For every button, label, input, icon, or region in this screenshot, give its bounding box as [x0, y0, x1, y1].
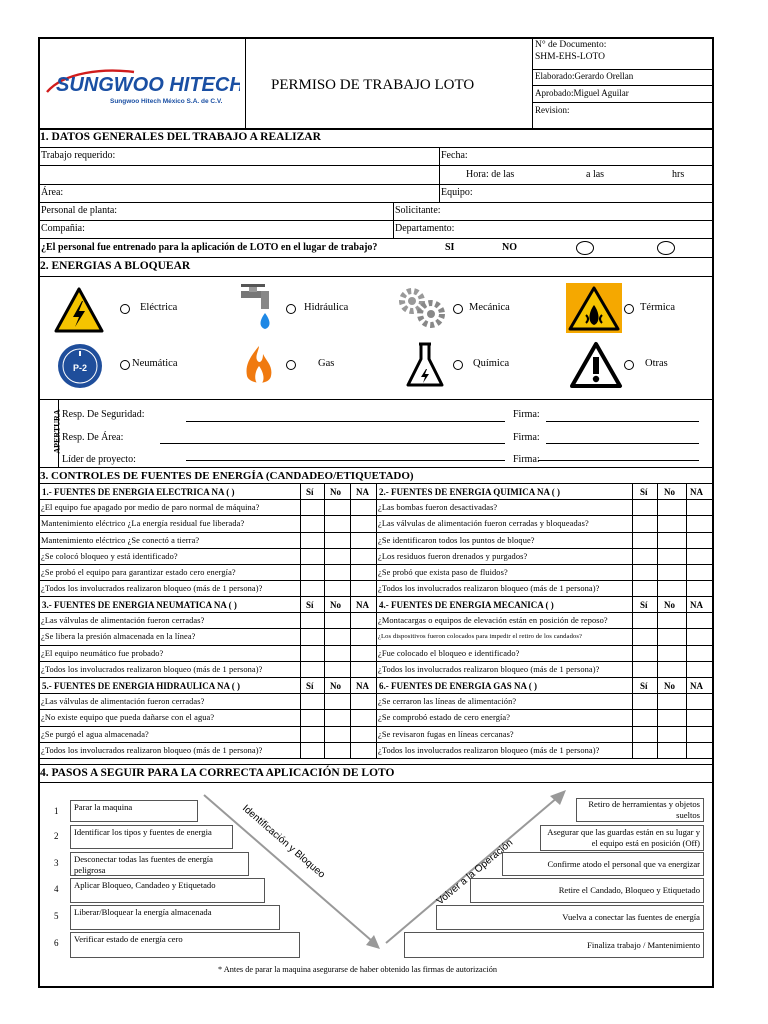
- g4-question: ¿Todos los involucrados realizaron bloqueo (más de 1 persona)?: [378, 664, 600, 674]
- g2-question: ¿Se probó que exista paso de fluidos?: [378, 568, 508, 577]
- electric-hazard-icon: [54, 287, 104, 338]
- g6-question: ¿Todos los involucrados realizaron bloqueo (más de 1 persona)?: [378, 745, 600, 755]
- g1-answer-cell[interactable]: [325, 565, 350, 579]
- g5-question: ¿No existe equipo que pueda dañarse con el agua?: [41, 713, 215, 723]
- g1-answer-cell[interactable]: [325, 500, 350, 514]
- g3-question: ¿Todos los involucrados realizaron bloqueo (más de 1 persona)?: [41, 664, 263, 674]
- g5-answer-cell[interactable]: [301, 743, 324, 757]
- column-header: No: [330, 681, 341, 691]
- g4-answer-cell[interactable]: [687, 613, 714, 627]
- g4-answer-cell[interactable]: [633, 613, 657, 627]
- g2-question: ¿Los residuos fueron drenados y purgados?: [378, 551, 528, 561]
- step-number: 4: [54, 884, 59, 894]
- g1-answer-cell[interactable]: [325, 533, 350, 547]
- step-number: 1: [54, 806, 59, 816]
- column-header: NA: [356, 487, 369, 497]
- g1-answer-cell[interactable]: [351, 549, 376, 563]
- training-no-label: NO: [502, 242, 517, 253]
- chemical-flask-icon: [405, 341, 445, 394]
- g2-answer-cell[interactable]: [633, 549, 657, 563]
- lider-proyecto-label: Líder de proyecto:: [62, 454, 136, 465]
- svg-text:Identificación y Bloqueo: Identificación y Bloqueo: [240, 802, 327, 881]
- g1-answer-cell[interactable]: [301, 581, 324, 595]
- personal-planta-label: Personal de planta:: [41, 205, 118, 216]
- quimica-radio[interactable]: [453, 360, 463, 370]
- quimica-label: Química: [473, 358, 510, 369]
- column-header: No: [664, 487, 675, 497]
- area-label: Área:: [41, 187, 64, 198]
- g4-answer-cell[interactable]: [658, 646, 686, 660]
- column-header: NA: [690, 600, 703, 610]
- mecanica-label: Mecánica: [469, 302, 510, 313]
- hora-de-las-label: Hora: de las: [466, 169, 515, 180]
- gas-label: Gas: [318, 358, 335, 369]
- g1-title: 1.- FUENTES DE ENERGIA ELECTRICA NA ( ): [42, 487, 235, 497]
- g5-answer-cell[interactable]: [351, 727, 376, 741]
- hidraulica-label: Hidráulica: [304, 302, 349, 313]
- column-header: No: [664, 600, 675, 610]
- neumatica-label: Neumática: [132, 358, 178, 369]
- g2-answer-cell[interactable]: [658, 500, 686, 514]
- left-step-box: Identificar los tipos y fuentes de energia: [70, 825, 233, 849]
- section1-title: 1. DATOS GENERALES DEL TRABAJO A REALIZAR: [40, 131, 321, 143]
- g3-answer-cell[interactable]: [351, 613, 376, 627]
- otras-radio[interactable]: [624, 360, 634, 370]
- g6-answer-cell[interactable]: [658, 694, 686, 708]
- g3-answer-cell[interactable]: [301, 629, 324, 643]
- doc-number-label: N° de Documento:: [535, 40, 607, 50]
- g1-answer-cell[interactable]: [351, 565, 376, 579]
- g4-answer-cell[interactable]: [633, 662, 657, 676]
- column-header: NA: [690, 487, 703, 497]
- g1-question: ¿Se probó el equipo para garantizar estado cero energía?: [41, 568, 236, 577]
- column-header: Sí: [640, 487, 648, 497]
- g5-question: ¿Se purgó el agua almacenada?: [41, 729, 149, 739]
- g1-answer-cell[interactable]: [351, 533, 376, 547]
- g2-question: ¿Las válvulas de alimentación fueron cerradas y bloqueadas?: [378, 519, 589, 529]
- firma-3-label: Firma:: [513, 454, 540, 465]
- g2-question: ¿Todos los involucrados realizaron bloqueo (más de 1 persona)?: [378, 584, 600, 594]
- g4-answer-cell[interactable]: [658, 613, 686, 627]
- compania-label: Compañia:: [41, 223, 85, 234]
- g2-answer-cell[interactable]: [633, 565, 657, 579]
- column-header: Sí: [640, 681, 648, 691]
- g3-answer-cell[interactable]: [301, 662, 324, 676]
- right-step-box: Asegurar que las guardas están en su lugar y el equipo está en posición (Off): [540, 825, 704, 851]
- g4-title: 4.- FUENTES DE ENERGIA MECANICA ( ): [379, 600, 554, 610]
- g1-question: ¿El equipo fue apagado por medio de paro normal de máquina?: [41, 503, 260, 513]
- thermal-hazard-icon: [566, 283, 622, 338]
- column-header: No: [330, 600, 341, 610]
- g3-title: 3.- FUENTES DE ENERGIA NEUMATICA NA ( ): [42, 600, 237, 610]
- fecha-label: Fecha:: [441, 150, 468, 161]
- g5-answer-cell[interactable]: [351, 743, 376, 757]
- training-question: ¿El personal fue entrenado para la aplicación de LOTO en el lugar de trabajo?: [41, 242, 378, 253]
- g4-answer-cell[interactable]: [633, 629, 657, 643]
- g4-answer-cell[interactable]: [687, 662, 714, 676]
- column-header: NA: [356, 681, 369, 691]
- g1-question: Mantenimiento eléctrico ¿La energía residual fue liberada?: [41, 519, 245, 529]
- right-step-box: Retire el Candado, Bloqueo y Etiquetado: [470, 878, 704, 903]
- svg-text:Sungwoo Hitech México S.A. de: Sungwoo Hitech México S.A. de C.V.: [110, 98, 223, 105]
- g6-answer-cell[interactable]: [687, 727, 714, 741]
- g5-answer-cell[interactable]: [325, 710, 350, 724]
- g5-answer-cell[interactable]: [351, 694, 376, 708]
- solicitante-label: Solicitante:: [395, 205, 441, 216]
- g6-answer-cell[interactable]: [658, 743, 686, 757]
- svg-text:P-2: P-2: [72, 363, 88, 373]
- g5-answer-cell[interactable]: [301, 694, 324, 708]
- g2-answer-cell[interactable]: [658, 533, 686, 547]
- column-header: No: [664, 681, 675, 691]
- g1-question: ¿Todos los involucrados realizaron bloqueo (más de 1 persona)?: [41, 584, 263, 594]
- left-step-box: Aplicar Bloqueo, Candadeo y Etiquetado: [70, 878, 265, 903]
- doc-number-value: SHM-EHS-LOTO: [535, 52, 606, 62]
- hrs-label: hrs: [672, 169, 685, 180]
- g2-answer-cell[interactable]: [633, 533, 657, 547]
- g4-answer-cell[interactable]: [687, 629, 714, 643]
- g5-answer-cell[interactable]: [325, 694, 350, 708]
- g2-question: ¿Se identificaron todos los puntos de bloque?: [378, 535, 535, 545]
- column-header: No: [330, 487, 341, 497]
- footnote: * Antes de parar la maquina asegurarse de haber obtenido las firmas de autorización: [218, 965, 497, 974]
- step-number: 6: [54, 938, 59, 948]
- right-step-box: Retiro de herramientas y objetos sueltos: [576, 798, 704, 822]
- g3-answer-cell[interactable]: [351, 662, 376, 676]
- training-si-radio[interactable]: [576, 241, 594, 255]
- section4-title: 4. PASOS A SEGUIR PARA LA CORRECTA APLICACIÓN DE LOTO: [40, 767, 395, 779]
- aprobado: Aprobado:Miguel Aguilar: [535, 88, 629, 98]
- gas-radio[interactable]: [286, 360, 296, 370]
- apertura-label: APERTURA: [52, 409, 62, 454]
- g3-question: ¿Las válvulas de alimentación fueron cerradas?: [41, 616, 205, 626]
- g3-question: ¿Se libera la presión almacenada en la línea?: [41, 632, 196, 642]
- termica-label: Térmica: [640, 302, 675, 313]
- departamento-label: Departamento:: [395, 223, 455, 234]
- g3-answer-cell[interactable]: [351, 629, 376, 643]
- g3-question: ¿El equipo neumático fue probado?: [41, 648, 164, 658]
- g6-answer-cell[interactable]: [633, 710, 657, 724]
- g5-title: 5.- FUENTES DE ENERGIA HIDRAULICA NA ( ): [42, 681, 241, 691]
- firma-2-label: Firma:: [513, 432, 540, 443]
- g3-answer-cell[interactable]: [325, 662, 350, 676]
- g1-answer-cell[interactable]: [301, 500, 324, 514]
- section3-title: 3. CONTROLES DE FUENTES DE ENERGÍA (CANDADEO/ETIQUETADO): [40, 470, 414, 482]
- g1-answer-cell[interactable]: [325, 581, 350, 595]
- g5-answer-cell[interactable]: [301, 710, 324, 724]
- g2-answer-cell[interactable]: [633, 516, 657, 530]
- g1-answer-cell[interactable]: [301, 516, 324, 530]
- form-title: PERMISO DE TRABAJO LOTO: [271, 77, 475, 93]
- revision: Revision:: [535, 105, 570, 115]
- g2-answer-cell[interactable]: [687, 549, 714, 563]
- g4-question: ¿Los dispositivos fueron colocados para impedir el retiro de los candados?: [378, 633, 583, 641]
- g4-answer-cell[interactable]: [687, 646, 714, 660]
- g2-answer-cell[interactable]: [658, 565, 686, 579]
- g6-answer-cell[interactable]: [633, 694, 657, 708]
- g1-answer-cell[interactable]: [351, 500, 376, 514]
- left-step-box: Verificar estado de energía cero: [70, 932, 300, 958]
- equipo-label: Equipo:: [441, 187, 473, 198]
- resp-area-label: Resp. De Área:: [62, 432, 124, 443]
- g2-answer-cell[interactable]: [633, 500, 657, 514]
- right-step-box: Finaliza trabajo / Mantenimiento: [404, 932, 704, 958]
- company-logo: [44, 66, 240, 106]
- hidraulica-radio[interactable]: [286, 304, 296, 314]
- g2-answer-cell[interactable]: [687, 533, 714, 547]
- g1-answer-cell[interactable]: [351, 581, 376, 595]
- g2-answer-cell[interactable]: [687, 565, 714, 579]
- g2-answer-cell[interactable]: [658, 581, 686, 595]
- a-las-label: a las: [586, 169, 605, 180]
- g1-answer-cell[interactable]: [325, 549, 350, 563]
- g1-question: Mantenimiento eléctrico ¿Se conectó a tierra?: [41, 535, 200, 545]
- right-step-box: Vuelva a conectar las fuentes de energía: [436, 905, 704, 930]
- warning-exclamation-icon: [569, 341, 623, 394]
- g2-answer-cell[interactable]: [687, 581, 714, 595]
- svg-text:SUNGWOO HITECH: SUNGWOO HITECH: [56, 74, 240, 96]
- training-no-radio[interactable]: [657, 241, 675, 255]
- left-step-box: Liberar/Bloquear la energía almacenada: [70, 905, 280, 930]
- g6-answer-cell[interactable]: [687, 694, 714, 708]
- g1-answer-cell[interactable]: [301, 549, 324, 563]
- g4-answer-cell[interactable]: [633, 646, 657, 660]
- otras-label: Otras: [645, 358, 668, 369]
- g3-answer-cell[interactable]: [325, 613, 350, 627]
- column-header: Sí: [640, 600, 648, 610]
- column-header: NA: [690, 681, 703, 691]
- g1-answer-cell[interactable]: [325, 516, 350, 530]
- column-header: Sí: [306, 600, 314, 610]
- g1-answer-cell[interactable]: [301, 565, 324, 579]
- firma-1-label: Firma:: [513, 409, 540, 420]
- section2-title: 2. ENERGIAS A BLOQUEAR: [40, 260, 191, 272]
- left-step-box: Desconectar todas las fuentes de energía peligrosa: [70, 852, 249, 876]
- g2-title: 2.- FUENTES DE ENERGIA QUIMICA NA ( ): [379, 487, 561, 497]
- step-number: 5: [54, 911, 59, 921]
- g3-answer-cell[interactable]: [301, 646, 324, 660]
- termica-radio[interactable]: [624, 304, 634, 314]
- pressure-gauge-icon: [57, 343, 103, 394]
- g1-answer-cell[interactable]: [301, 533, 324, 547]
- elaborado: Elaborado:Gerardo Orellan: [535, 71, 634, 81]
- g5-question: ¿Todos los involucrados realizaron bloqueo (más de 1 persona)?: [41, 745, 263, 755]
- g6-answer-cell[interactable]: [687, 710, 714, 724]
- g6-answer-cell[interactable]: [687, 743, 714, 757]
- electrica-label: Eléctrica: [140, 302, 178, 313]
- left-step-box: Parar la maquina: [70, 800, 198, 822]
- training-si-label: SI: [445, 242, 455, 253]
- g2-answer-cell[interactable]: [687, 516, 714, 530]
- g6-answer-cell[interactable]: [633, 727, 657, 741]
- g4-question: ¿Fue colocado el bloqueo e identificado?: [378, 648, 520, 658]
- column-header: Sí: [306, 681, 314, 691]
- resp-seguridad-label: Resp. De Seguridad:: [62, 409, 145, 420]
- g6-question: ¿Se comprobó estado de cero energía?: [378, 713, 511, 723]
- g5-question: ¿Las válvulas de alimentación fueron cerradas?: [41, 697, 205, 707]
- g2-question: ¿Las bombas fueron desactivadas?: [378, 503, 498, 513]
- g5-answer-cell[interactable]: [325, 743, 350, 757]
- g1-answer-cell[interactable]: [351, 516, 376, 530]
- g6-answer-cell[interactable]: [658, 710, 686, 724]
- g5-answer-cell[interactable]: [301, 727, 324, 741]
- g6-answer-cell[interactable]: [633, 743, 657, 757]
- g5-answer-cell[interactable]: [325, 727, 350, 741]
- g4-answer-cell[interactable]: [658, 662, 686, 676]
- g6-title: 6.- FUENTES DE ENERGIA GAS NA ( ): [379, 681, 538, 691]
- g2-answer-cell[interactable]: [687, 500, 714, 514]
- step-number: 2: [54, 831, 59, 841]
- column-header: Sí: [306, 487, 314, 497]
- step-number: 3: [54, 858, 59, 868]
- g3-answer-cell[interactable]: [325, 629, 350, 643]
- trabajo-requerido-label: Trabajo requerido:: [41, 150, 116, 161]
- g4-answer-cell[interactable]: [658, 629, 686, 643]
- electrica-radio[interactable]: [120, 304, 130, 314]
- g6-answer-cell[interactable]: [658, 727, 686, 741]
- right-step-box: Confirme atodo el personal que va energizar: [502, 852, 704, 876]
- g2-answer-cell[interactable]: [658, 516, 686, 530]
- g3-answer-cell[interactable]: [325, 646, 350, 660]
- water-faucet-icon: [237, 283, 281, 336]
- svg-text:Volver a la Operación: Volver a la Operación: [434, 837, 516, 908]
- g1-question: ¿Se colocó bloqueo y está identificado?: [41, 551, 178, 561]
- g2-answer-cell[interactable]: [633, 581, 657, 595]
- g4-question: ¿Montacargas o equipos de elevación están en posición de reposo?: [378, 616, 608, 626]
- column-header: NA: [356, 600, 369, 610]
- g2-answer-cell[interactable]: [658, 549, 686, 563]
- gears-icon: [398, 287, 448, 334]
- neumatica-radio[interactable]: [120, 360, 130, 370]
- mecanica-radio[interactable]: [453, 304, 463, 314]
- g6-question: ¿Se revisaron fugas en líneas cercanas?: [378, 729, 514, 739]
- g3-answer-cell[interactable]: [351, 646, 376, 660]
- g6-question: ¿Se cerraron las líneas de alimentación?: [378, 697, 517, 707]
- g5-answer-cell[interactable]: [351, 710, 376, 724]
- g3-answer-cell[interactable]: [301, 613, 324, 627]
- gas-flame-icon: [243, 344, 275, 393]
